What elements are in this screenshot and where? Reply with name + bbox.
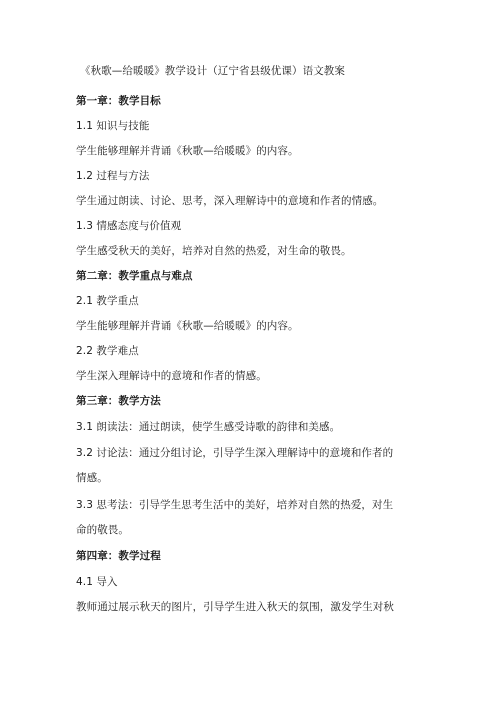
- paragraph: 学生深入理解诗中的意境和作者的情感。: [76, 370, 267, 382]
- paragraph: 教师通过展示秋天的图片，引导学生进入秋天的氛围，激发学生对秋: [76, 601, 394, 613]
- paragraph: 学生通过朗读、讨论、思考，深入理解诗中的意境和作者的情感。: [76, 195, 384, 207]
- chapter-heading-4: 第四章：教学过程: [76, 550, 161, 562]
- paragraph-continuation: 情感。: [76, 472, 108, 484]
- chapter-heading-1: 第一章：教学目标: [76, 95, 161, 107]
- chapter-heading-2: 第二章：教学重点与难点: [76, 270, 193, 282]
- section-heading-2-2: 2.2 教学难点: [76, 345, 139, 357]
- document-title: 《秋歌—给暖暖》教学设计（辽宁省县级优课）语文教案: [80, 65, 345, 77]
- paragraph: 学生能够理解并背诵《秋歌—给暖暖》的内容。: [76, 145, 299, 157]
- paragraph: 3.2 讨论法：通过分组讨论，引导学生深入理解诗中的意境和作者的: [76, 447, 394, 459]
- paragraph-continuation: 命的敬畏。: [76, 524, 129, 536]
- section-heading-1-3: 1.3 情感态度与价值观: [76, 220, 182, 232]
- paragraph: 3.3 思考法：引导学生思考生活中的美好，培养对自然的热爱，对生: [76, 499, 394, 511]
- section-heading-2-1: 2.1 教学重点: [76, 295, 139, 307]
- paragraph: 学生能够理解并背诵《秋歌—给暖暖》的内容。: [76, 320, 299, 332]
- section-heading-1-2: 1.2 过程与方法: [76, 170, 150, 182]
- section-heading-4-1: 4.1 导入: [76, 576, 118, 588]
- paragraph: 3.1 朗读法：通过朗读，使学生感受诗歌的韵律和美感。: [76, 421, 341, 433]
- paragraph: 学生感受秋天的美好，培养对自然的热爱，对生命的敬畏。: [76, 245, 352, 257]
- section-heading-1-1: 1.1 知识与技能: [76, 120, 150, 132]
- chapter-heading-3: 第三章：教学方法: [76, 395, 161, 407]
